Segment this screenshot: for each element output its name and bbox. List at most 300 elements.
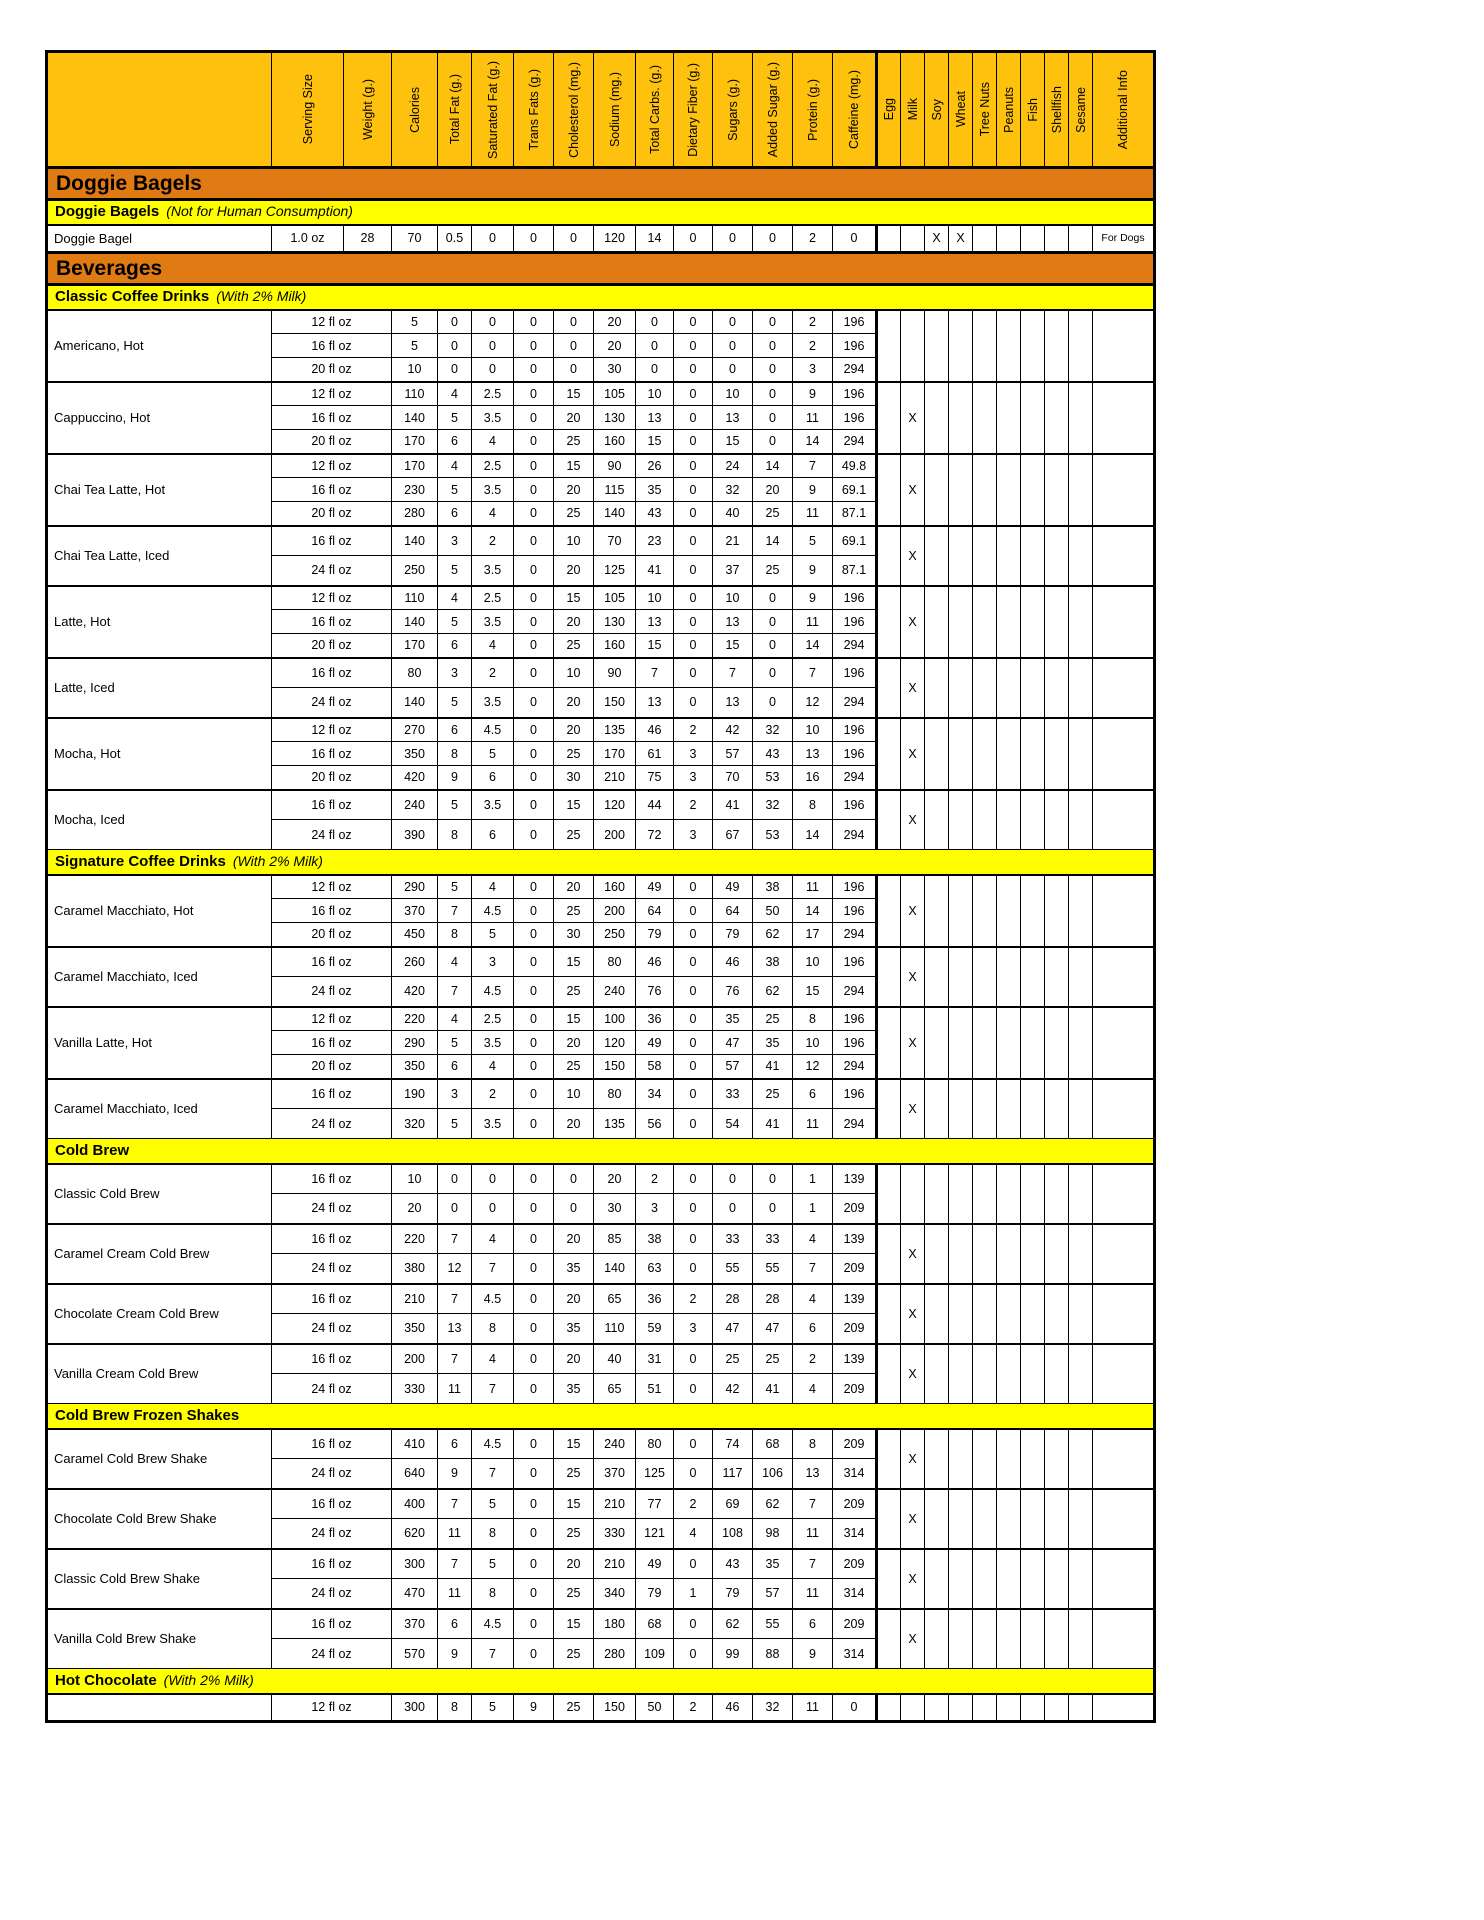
cell-dietary-fiber-g: 3 <box>674 766 713 790</box>
cell-total-fat-g: 3 <box>438 658 472 688</box>
item-name: Classic Cold Brew <box>47 1164 272 1224</box>
cell-cholesterol-mg: 25 <box>554 634 594 658</box>
allergen-peanuts <box>997 1429 1021 1489</box>
allergen-soy <box>925 586 949 658</box>
cell-dietary-fiber-g: 0 <box>674 1007 713 1031</box>
cell-calories: 220 <box>392 1224 438 1254</box>
cell-total-fat-g: 6 <box>438 430 472 454</box>
cell-sodium-mg: 150 <box>594 688 636 718</box>
cell-total-fat-g: 0 <box>438 1194 472 1224</box>
allergen-tree-nuts <box>973 658 997 718</box>
cell-sugars-g: 15 <box>713 430 753 454</box>
item-name: Caramel Cream Cold Brew <box>47 1224 272 1284</box>
col-header-milk <box>901 52 925 168</box>
cell-total-fat-g: 6 <box>438 1429 472 1459</box>
table-row <box>47 1694 1155 1722</box>
table-row <box>47 586 1155 610</box>
cell-protein-g: 1 <box>793 1194 833 1224</box>
cell-trans-fats-g: 0 <box>514 225 554 253</box>
allergen-sesame <box>1069 790 1093 850</box>
cell-added-sugar-g: 25 <box>753 1007 793 1031</box>
table-row <box>47 310 1155 334</box>
cell-sodium-mg: 20 <box>594 334 636 358</box>
cell-cholesterol-mg: 15 <box>554 790 594 820</box>
cell-added-sugar-g: 98 <box>753 1519 793 1549</box>
cell-sugars-g: 33 <box>713 1224 753 1254</box>
cell-calories: 210 <box>392 1284 438 1314</box>
allergen-sesame <box>1069 1164 1093 1224</box>
cell-added-sugar-g: 43 <box>753 742 793 766</box>
cell-total-carbs-g: 109 <box>636 1639 674 1669</box>
allergen-sesame <box>1069 1429 1093 1489</box>
cell-dietary-fiber-g: 2 <box>674 790 713 820</box>
cell-total-carbs-g: 36 <box>636 1007 674 1031</box>
subsection-title: Signature Coffee Drinks <box>55 852 226 870</box>
cell-sodium-mg: 340 <box>594 1579 636 1609</box>
cell-dietary-fiber-g: 3 <box>674 820 713 850</box>
item-name: Classic Cold Brew Shake <box>47 1549 272 1609</box>
cell-total-carbs-g: 79 <box>636 1579 674 1609</box>
cell-saturated-fat-g: 3.5 <box>472 1109 514 1139</box>
cell-total-carbs-g: 61 <box>636 742 674 766</box>
allergen-sesame <box>1069 718 1093 790</box>
cell-total-carbs-g: 23 <box>636 526 674 556</box>
cell-caffeine-mg: 209 <box>833 1254 877 1284</box>
allergen-sesame <box>1069 382 1093 454</box>
allergen-soy <box>925 1284 949 1344</box>
cell-added-sugar-g: 41 <box>753 1374 793 1404</box>
allergen-soy <box>925 310 949 382</box>
cell-total-fat-g: 0 <box>438 334 472 358</box>
cell-calories: 470 <box>392 1579 438 1609</box>
cell-total-carbs-g: 64 <box>636 899 674 923</box>
cell-caffeine-mg: 196 <box>833 899 877 923</box>
cell-saturated-fat-g: 0 <box>472 1194 514 1224</box>
cell-total-carbs-g: 10 <box>636 382 674 406</box>
cell-calories: 290 <box>392 1031 438 1055</box>
allergen-shellfish <box>1045 1429 1069 1489</box>
cell-protein-g: 1 <box>793 1164 833 1194</box>
allergen-milk: X <box>901 947 925 1007</box>
cell-sodium-mg: 105 <box>594 382 636 406</box>
table-row <box>47 658 1155 688</box>
cell-caffeine-mg: 139 <box>833 1344 877 1374</box>
cell-total-fat-g: 4 <box>438 947 472 977</box>
cell-calories: 70 <box>392 225 438 253</box>
col-header-label: Additional Info <box>1116 69 1130 150</box>
cell-trans-fats-g: 0 <box>514 478 554 502</box>
cell-protein-g: 2 <box>793 334 833 358</box>
cell-protein-g: 6 <box>793 1609 833 1639</box>
cell-trans-fats-g: 0 <box>514 334 554 358</box>
cell-cholesterol-mg: 30 <box>554 923 594 947</box>
cell-trans-fats-g: 0 <box>514 1055 554 1079</box>
cell-saturated-fat-g: 2 <box>472 1079 514 1109</box>
serving-size-cell: 24 fl oz <box>272 1109 392 1139</box>
serving-size-cell: 12 fl oz <box>272 1694 392 1722</box>
cell-added-sugar-g: 62 <box>753 923 793 947</box>
cell-caffeine-mg: 196 <box>833 718 877 742</box>
cell-cholesterol-mg: 15 <box>554 454 594 478</box>
cell-trans-fats-g: 0 <box>514 1109 554 1139</box>
cell-sodium-mg: 105 <box>594 586 636 610</box>
cell-trans-fats-g: 0 <box>514 899 554 923</box>
cell-protein-g: 11 <box>793 610 833 634</box>
cell-dietary-fiber-g: 0 <box>674 1639 713 1669</box>
serving-size-cell: 16 fl oz <box>272 742 392 766</box>
cell-sodium-mg: 120 <box>594 790 636 820</box>
cell-dietary-fiber-g: 0 <box>674 1079 713 1109</box>
allergen-soy <box>925 1007 949 1079</box>
allergen-soy <box>925 790 949 850</box>
cell-sugars-g: 70 <box>713 766 753 790</box>
cell-calories: 140 <box>392 406 438 430</box>
cell-cholesterol-mg: 25 <box>554 977 594 1007</box>
allergen-milk <box>901 225 925 253</box>
allergen-fish <box>1021 1284 1045 1344</box>
col-header-label: Tree Nuts <box>977 82 992 137</box>
cell-sugars-g: 46 <box>713 947 753 977</box>
cell-sodium-mg: 110 <box>594 1314 636 1344</box>
cell-saturated-fat-g: 3 <box>472 947 514 977</box>
cell-sugars-g: 67 <box>713 820 753 850</box>
col-header-shellfish <box>1045 52 1069 168</box>
cell-added-sugar-g: 68 <box>753 1429 793 1459</box>
col-header-label: Total Carbs. (g.) <box>647 65 662 154</box>
cell-saturated-fat-g: 4 <box>472 1055 514 1079</box>
allergen-fish <box>1021 586 1045 658</box>
allergen-shellfish <box>1045 947 1069 1007</box>
table-row <box>47 718 1155 742</box>
cell-total-fat-g: 5 <box>438 688 472 718</box>
cell-calories: 390 <box>392 820 438 850</box>
allergen-peanuts <box>997 382 1021 454</box>
cell-protein-g: 7 <box>793 1549 833 1579</box>
allergen-egg <box>877 1079 901 1139</box>
subsection-cell-signature-coffee-drinks <box>47 850 1155 875</box>
cell-sodium-mg: 90 <box>594 658 636 688</box>
cell-sugars-g: 69 <box>713 1489 753 1519</box>
cell-total-fat-g: 5 <box>438 478 472 502</box>
cell-dietary-fiber-g: 0 <box>674 1429 713 1459</box>
cell-dietary-fiber-g: 0 <box>674 1374 713 1404</box>
allergen-egg <box>877 1694 901 1722</box>
serving-size-cell: 16 fl oz <box>272 334 392 358</box>
cell-sugars-g: 117 <box>713 1459 753 1489</box>
serving-size-cell: 12 fl oz <box>272 382 392 406</box>
cell-trans-fats-g: 0 <box>514 1224 554 1254</box>
serving-size-cell: 16 fl oz <box>272 1284 392 1314</box>
serving-size-cell: 16 fl oz <box>272 1429 392 1459</box>
col-header-label: Shellfish <box>1049 85 1064 134</box>
col-header-total-fat-g <box>438 52 472 168</box>
cell-sugars-g: 33 <box>713 1079 753 1109</box>
cell-protein-g: 8 <box>793 1007 833 1031</box>
item-name: Caramel Macchiato, Iced <box>47 947 272 1007</box>
cell-saturated-fat-g: 2.5 <box>472 1007 514 1031</box>
cell-sodium-mg: 40 <box>594 1344 636 1374</box>
cell-protein-g: 8 <box>793 790 833 820</box>
cell-calories: 620 <box>392 1519 438 1549</box>
allergen-tree-nuts <box>973 1007 997 1079</box>
section-header-row <box>47 253 1155 285</box>
cell-trans-fats-g: 0 <box>514 658 554 688</box>
allergen-egg <box>877 947 901 1007</box>
cell-trans-fats-g: 0 <box>514 1519 554 1549</box>
cell-total-carbs-g: 77 <box>636 1489 674 1519</box>
cell-sugars-g: 99 <box>713 1639 753 1669</box>
additional-info-cell <box>1093 1007 1155 1079</box>
cell-sugars-g: 13 <box>713 688 753 718</box>
cell-total-fat-g: 4 <box>438 1007 472 1031</box>
allergen-tree-nuts <box>973 947 997 1007</box>
cell-cholesterol-mg: 25 <box>554 742 594 766</box>
table-row <box>47 1164 1155 1194</box>
cell-total-carbs-g: 56 <box>636 1109 674 1139</box>
additional-info-cell <box>1093 1284 1155 1344</box>
cell-saturated-fat-g: 7 <box>472 1374 514 1404</box>
cell-saturated-fat-g: 4 <box>472 1344 514 1374</box>
allergen-sesame <box>1069 1549 1093 1609</box>
cell-calories: 250 <box>392 556 438 586</box>
subsection-header-row <box>47 1669 1155 1694</box>
cell-total-carbs-g: 46 <box>636 718 674 742</box>
cell-total-fat-g: 6 <box>438 1055 472 1079</box>
subsection-note: (With 2% Milk) <box>163 1671 254 1688</box>
cell-sugars-g: 10 <box>713 382 753 406</box>
cell-saturated-fat-g: 4.5 <box>472 977 514 1007</box>
cell-cholesterol-mg: 25 <box>554 899 594 923</box>
cell-calories: 110 <box>392 382 438 406</box>
cell-calories: 5 <box>392 310 438 334</box>
subsection-header-row <box>47 850 1155 875</box>
allergen-wheat <box>949 1694 973 1722</box>
cell-sodium-mg: 210 <box>594 1549 636 1579</box>
cell-saturated-fat-g: 4.5 <box>472 899 514 923</box>
cell-caffeine-mg: 196 <box>833 658 877 688</box>
cell-saturated-fat-g: 7 <box>472 1459 514 1489</box>
cell-calories: 400 <box>392 1489 438 1519</box>
allergen-shellfish <box>1045 1549 1069 1609</box>
serving-size-cell: 12 fl oz <box>272 586 392 610</box>
cell-calories: 300 <box>392 1694 438 1722</box>
additional-info-cell <box>1093 1694 1155 1722</box>
table-row <box>47 1344 1155 1374</box>
allergen-sesame <box>1069 586 1093 658</box>
cell-caffeine-mg: 314 <box>833 1459 877 1489</box>
cell-trans-fats-g: 0 <box>514 1164 554 1194</box>
item-name: Doggie Bagel <box>47 225 272 253</box>
allergen-peanuts <box>997 718 1021 790</box>
cell-sugars-g: 28 <box>713 1284 753 1314</box>
cell-dietary-fiber-g: 3 <box>674 742 713 766</box>
cell-saturated-fat-g: 2 <box>472 526 514 556</box>
cell-total-carbs-g: 49 <box>636 1031 674 1055</box>
additional-info-cell <box>1093 790 1155 850</box>
nutrition-table-wrapper <box>45 50 1156 1723</box>
cell-cholesterol-mg: 15 <box>554 1489 594 1519</box>
cell-added-sugar-g: 0 <box>753 1194 793 1224</box>
cell-saturated-fat-g: 4 <box>472 634 514 658</box>
cell-total-carbs-g: 7 <box>636 658 674 688</box>
serving-size-cell: 20 fl oz <box>272 430 392 454</box>
cell-total-fat-g: 7 <box>438 1224 472 1254</box>
cell-sugars-g: 0 <box>713 1194 753 1224</box>
cell-added-sugar-g: 35 <box>753 1549 793 1579</box>
subsection-cell-cold-brew-frozen-shakes <box>47 1404 1155 1429</box>
allergen-tree-nuts <box>973 1429 997 1489</box>
allergen-egg <box>877 718 901 790</box>
cell-cholesterol-mg: 15 <box>554 947 594 977</box>
allergen-egg <box>877 382 901 454</box>
cell-dietary-fiber-g: 0 <box>674 1549 713 1579</box>
cell-caffeine-mg: 314 <box>833 1639 877 1669</box>
cell-added-sugar-g: 0 <box>753 658 793 688</box>
allergen-tree-nuts <box>973 1489 997 1549</box>
cell-caffeine-mg: 209 <box>833 1489 877 1519</box>
cell-saturated-fat-g: 8 <box>472 1579 514 1609</box>
cell-sugars-g: 21 <box>713 526 753 556</box>
cell-dietary-fiber-g: 0 <box>674 334 713 358</box>
allergen-wheat <box>949 947 973 1007</box>
cell-protein-g: 11 <box>793 1694 833 1722</box>
cell-dietary-fiber-g: 0 <box>674 977 713 1007</box>
allergen-egg <box>877 454 901 526</box>
cell-sugars-g: 47 <box>713 1314 753 1344</box>
cell-cholesterol-mg: 25 <box>554 1519 594 1549</box>
allergen-milk: X <box>901 1224 925 1284</box>
col-header-fish <box>1021 52 1045 168</box>
cell-sugars-g: 15 <box>713 634 753 658</box>
serving-size-cell: 16 fl oz <box>272 1489 392 1519</box>
subsection-cell-hot-chocolate <box>47 1669 1155 1694</box>
serving-size-cell: 24 fl oz <box>272 1194 392 1224</box>
allergen-peanuts <box>997 526 1021 586</box>
cell-sugars-g: 0 <box>713 1164 753 1194</box>
subsection-cell-doggie-bagels <box>47 200 1155 225</box>
cell-protein-g: 10 <box>793 718 833 742</box>
cell-saturated-fat-g: 4.5 <box>472 1609 514 1639</box>
allergen-soy <box>925 658 949 718</box>
cell-added-sugar-g: 38 <box>753 875 793 899</box>
cell-caffeine-mg: 196 <box>833 310 877 334</box>
cell-protein-g: 4 <box>793 1224 833 1254</box>
allergen-fish <box>1021 658 1045 718</box>
allergen-wheat <box>949 586 973 658</box>
col-header-label: Total Fat (g.) <box>447 74 462 145</box>
allergen-wheat <box>949 310 973 382</box>
allergen-shellfish <box>1045 310 1069 382</box>
cell-cholesterol-mg: 20 <box>554 406 594 430</box>
cell-dietary-fiber-g: 0 <box>674 310 713 334</box>
cell-sodium-mg: 115 <box>594 478 636 502</box>
cell-sodium-mg: 30 <box>594 358 636 382</box>
cell-caffeine-mg: 139 <box>833 1224 877 1254</box>
allergen-peanuts <box>997 1549 1021 1609</box>
item-name: Caramel Cold Brew Shake <box>47 1429 272 1489</box>
cell-total-fat-g: 11 <box>438 1374 472 1404</box>
additional-info-cell <box>1093 586 1155 658</box>
allergen-milk: X <box>901 526 925 586</box>
cell-caffeine-mg: 0 <box>833 1694 877 1722</box>
cell-calories: 240 <box>392 790 438 820</box>
item-name: Vanilla Cold Brew Shake <box>47 1609 272 1669</box>
allergen-peanuts <box>997 875 1021 947</box>
cell-dietary-fiber-g: 0 <box>674 526 713 556</box>
allergen-peanuts <box>997 1164 1021 1224</box>
section-header-row <box>47 168 1155 200</box>
allergen-sesame <box>1069 1489 1093 1549</box>
cell-calories: 200 <box>392 1344 438 1374</box>
allergen-wheat <box>949 790 973 850</box>
cell-cholesterol-mg: 20 <box>554 1224 594 1254</box>
cell-cholesterol-mg: 10 <box>554 658 594 688</box>
allergen-soy <box>925 718 949 790</box>
cell-total-fat-g: 5 <box>438 1109 472 1139</box>
cell-caffeine-mg: 294 <box>833 634 877 658</box>
cell-caffeine-mg: 196 <box>833 1079 877 1109</box>
allergen-soy <box>925 382 949 454</box>
serving-size-cell: 16 fl oz <box>272 899 392 923</box>
cell-caffeine-mg: 294 <box>833 1055 877 1079</box>
cell-dietary-fiber-g: 0 <box>674 502 713 526</box>
additional-info-cell <box>1093 1489 1155 1549</box>
cell-saturated-fat-g: 3.5 <box>472 406 514 430</box>
cell-total-carbs-g: 10 <box>636 586 674 610</box>
allergen-sesame <box>1069 1609 1093 1669</box>
allergen-egg <box>877 526 901 586</box>
cell-trans-fats-g: 0 <box>514 1031 554 1055</box>
cell-dietary-fiber-g: 0 <box>674 923 713 947</box>
cell-saturated-fat-g: 3.5 <box>472 556 514 586</box>
cell-caffeine-mg: 87.1 <box>833 502 877 526</box>
cell-cholesterol-mg: 0 <box>554 1164 594 1194</box>
cell-added-sugar-g: 20 <box>753 478 793 502</box>
allergen-tree-nuts <box>973 1284 997 1344</box>
cell-sugars-g: 47 <box>713 1031 753 1055</box>
allergen-shellfish <box>1045 526 1069 586</box>
cell-total-carbs-g: 26 <box>636 454 674 478</box>
additional-info-cell <box>1093 454 1155 526</box>
weight-cell: 28 <box>344 225 392 253</box>
cell-trans-fats-g: 0 <box>514 1374 554 1404</box>
cell-sugars-g: 76 <box>713 977 753 1007</box>
cell-cholesterol-mg: 0 <box>554 225 594 253</box>
serving-size-cell: 24 fl oz <box>272 1639 392 1669</box>
additional-info-cell <box>1093 526 1155 586</box>
cell-sugars-g: 55 <box>713 1254 753 1284</box>
subsection-note: (Not for Human Consumption) <box>166 203 353 220</box>
allergen-peanuts <box>997 310 1021 382</box>
cell-added-sugar-g: 25 <box>753 502 793 526</box>
col-header-egg <box>877 52 901 168</box>
serving-size-cell: 16 fl oz <box>272 790 392 820</box>
cell-caffeine-mg: 196 <box>833 586 877 610</box>
allergen-peanuts <box>997 790 1021 850</box>
col-header-label: Sesame <box>1073 86 1088 133</box>
subsection-title: Doggie Bagels <box>55 203 160 221</box>
cell-saturated-fat-g: 4 <box>472 875 514 899</box>
cell-caffeine-mg: 294 <box>833 1109 877 1139</box>
cell-saturated-fat-g: 6 <box>472 820 514 850</box>
allergen-tree-nuts <box>973 875 997 947</box>
cell-dietary-fiber-g: 0 <box>674 358 713 382</box>
cell-cholesterol-mg: 25 <box>554 1579 594 1609</box>
cell-dietary-fiber-g: 0 <box>674 586 713 610</box>
cell-sugars-g: 108 <box>713 1519 753 1549</box>
cell-total-fat-g: 11 <box>438 1519 472 1549</box>
cell-cholesterol-mg: 35 <box>554 1314 594 1344</box>
